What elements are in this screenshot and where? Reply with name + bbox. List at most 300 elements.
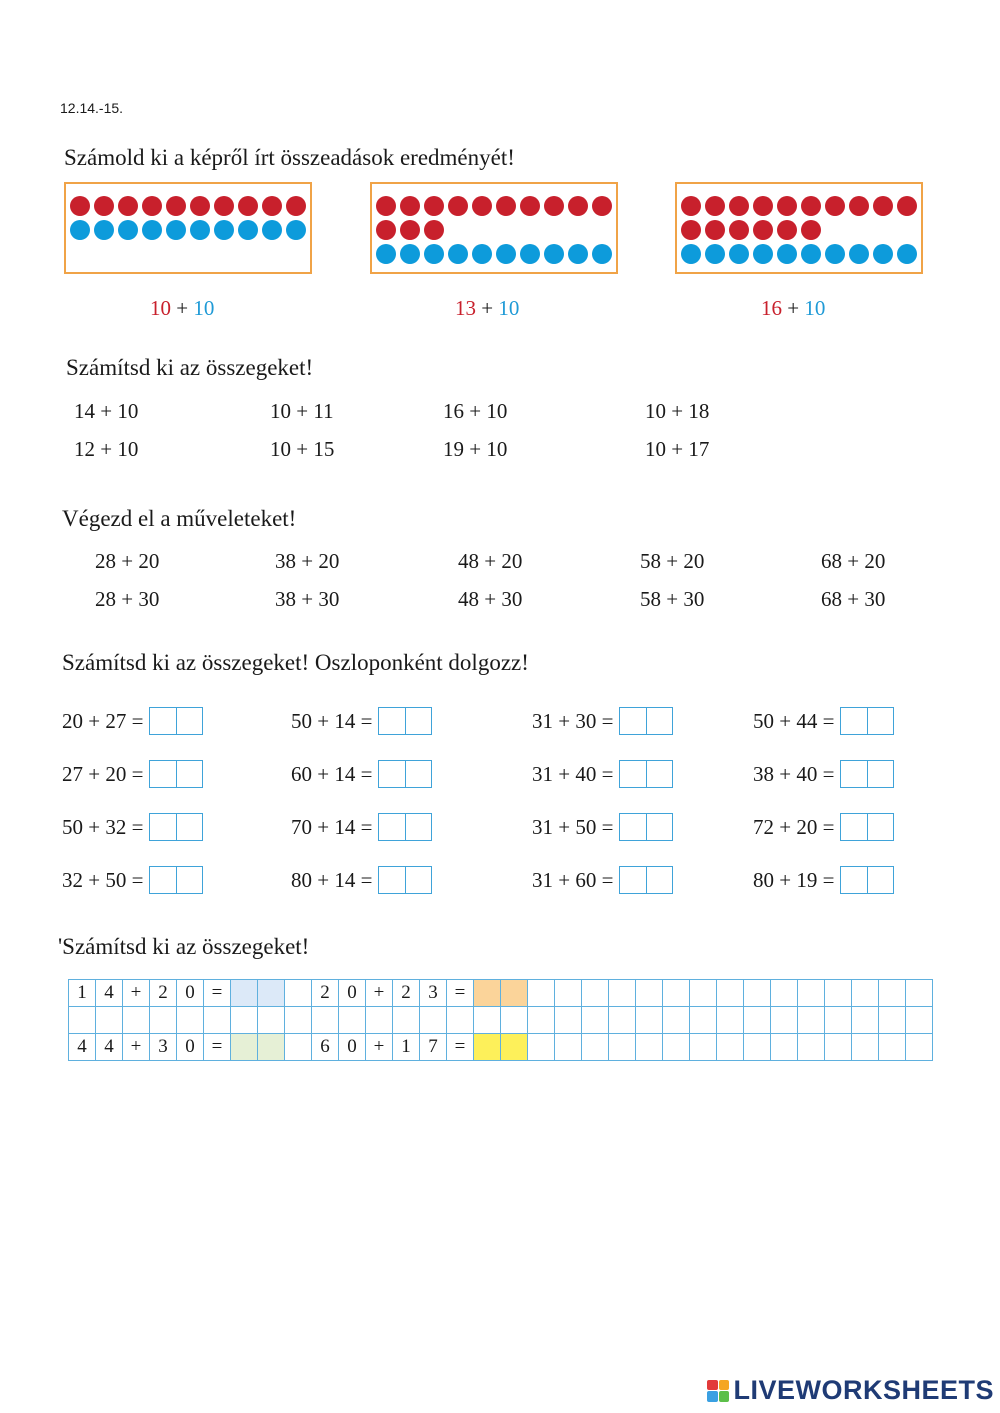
equation-item (291, 760, 432, 788)
grid-cell (258, 1007, 285, 1034)
section3-heading: Végezd el a műveleteket! (62, 506, 297, 531)
blue-dot (496, 244, 516, 264)
grid-row (69, 1034, 933, 1061)
red-dot-row (376, 196, 612, 216)
grid-row (69, 1007, 933, 1034)
blue-dot (873, 244, 893, 264)
red-dot (592, 196, 612, 216)
plus-sign: + (176, 296, 189, 320)
grid-cell (528, 1007, 555, 1034)
grid-cell: 7 (420, 1034, 447, 1061)
grid-cell (474, 1007, 501, 1034)
red-dot (376, 196, 396, 216)
blue-dot (448, 244, 468, 264)
grid-cell: 2 (150, 980, 177, 1007)
equation-text: 31 + 50 = (532, 814, 614, 839)
answer-tens-cell[interactable] (150, 708, 176, 734)
grid-cell (744, 1007, 771, 1034)
panel-3-second-addend: 10 (804, 296, 826, 320)
answer-tens-cell[interactable] (150, 814, 176, 840)
grid-cell: + (366, 1034, 393, 1061)
red-dot (238, 196, 258, 216)
blue-dot (825, 244, 845, 264)
equation-item (753, 813, 894, 841)
red-dot (753, 196, 773, 216)
grid-cell (906, 980, 933, 1007)
blue-dot (568, 244, 588, 264)
grid-cell: 2 (393, 980, 420, 1007)
answer-tens-cell[interactable] (620, 867, 646, 893)
answer-tens-cell[interactable] (379, 814, 405, 840)
answer-box[interactable] (840, 866, 894, 894)
blue-dot (214, 220, 234, 240)
blue-dot (424, 244, 444, 264)
blue-dot (729, 244, 749, 264)
panel-1-first-addend: 10 (150, 296, 171, 320)
panel-1-second-addend: 10 (193, 296, 215, 320)
grid-cell (717, 1007, 744, 1034)
answer-tens-cell[interactable] (841, 867, 867, 893)
equation-text: 38 + 40 = (753, 761, 835, 786)
equation-text: 31 + 60 = (532, 867, 614, 892)
equation-item (62, 866, 203, 894)
grid-cell (582, 980, 609, 1007)
equation-text: 80 + 14 = (291, 867, 373, 892)
answer-ones-cell[interactable] (867, 708, 893, 734)
grid-cell (852, 1034, 879, 1061)
answer-box[interactable] (378, 760, 432, 788)
panel-3-caption (761, 296, 825, 321)
answer-tens-cell[interactable] (150, 761, 176, 787)
red-dot (705, 220, 725, 240)
answer-ones-cell[interactable] (405, 761, 431, 787)
grid-answer-cell[interactable] (474, 1034, 501, 1061)
answer-ones-cell[interactable] (176, 761, 202, 787)
grid-cell: = (204, 980, 231, 1007)
grid-cell (717, 1034, 744, 1061)
equation-text: 20 + 27 = (62, 708, 144, 733)
equation-item (753, 760, 894, 788)
grid-cell (852, 980, 879, 1007)
answer-tens-cell[interactable] (841, 761, 867, 787)
grid-cell (231, 1007, 258, 1034)
sum-expression: 19 + 10 (443, 437, 508, 461)
section4-heading: Számítsd ki az összegeket! Oszloponként dolgozz! (62, 650, 529, 675)
equation-item (753, 866, 894, 894)
blue-dot (681, 244, 701, 264)
grid-cell: + (366, 980, 393, 1007)
grid-cell (555, 1034, 582, 1061)
equation-text: 31 + 40 = (532, 761, 614, 786)
red-dot (142, 196, 162, 216)
grid-cell (582, 1034, 609, 1061)
equation-item (532, 760, 673, 788)
grid-cell (285, 1034, 312, 1061)
blue-dot (849, 244, 869, 264)
equation-item (291, 707, 432, 735)
grid-cell (852, 1007, 879, 1034)
blue-dot-row (70, 220, 306, 240)
grid-cell (717, 980, 744, 1007)
red-dot-row (376, 220, 444, 240)
red-dot (681, 220, 701, 240)
answer-ones-cell[interactable] (176, 867, 202, 893)
answer-tens-cell[interactable] (620, 761, 646, 787)
grid-cell: = (204, 1034, 231, 1061)
grid-cell: = (447, 980, 474, 1007)
equation-text: 50 + 14 = (291, 708, 373, 733)
grid-cell (879, 1034, 906, 1061)
answer-tens-cell[interactable] (150, 867, 176, 893)
grid-row (69, 980, 933, 1007)
blue-dot-row (681, 244, 917, 264)
operation-expression: 38 + 20 (275, 549, 340, 573)
panel-1-caption (150, 296, 214, 321)
answer-box[interactable] (619, 866, 673, 894)
grid-cell (501, 1007, 528, 1034)
equation-item (753, 707, 894, 735)
red-dot (801, 220, 821, 240)
red-dot (544, 196, 564, 216)
answer-box[interactable] (840, 813, 894, 841)
grid-cell (420, 1007, 447, 1034)
answer-ones-cell[interactable] (867, 761, 893, 787)
answer-box[interactable] (149, 707, 203, 735)
grid-cell (798, 980, 825, 1007)
equation-text: 50 + 32 = (62, 814, 144, 839)
red-dot (568, 196, 588, 216)
grid-cell (609, 980, 636, 1007)
answer-box[interactable] (619, 760, 673, 788)
blue-dot (262, 220, 282, 240)
square-grid (68, 979, 933, 1061)
grid-cell (906, 1007, 933, 1034)
blue-dot (705, 244, 725, 264)
answer-ones-cell[interactable] (867, 867, 893, 893)
red-dot (777, 220, 797, 240)
grid-cell: 3 (420, 980, 447, 1007)
blue-dot (238, 220, 258, 240)
blue-dot (94, 220, 114, 240)
operation-expression: 58 + 30 (640, 587, 705, 611)
grid-cell (393, 1007, 420, 1034)
answer-ones-cell[interactable] (646, 867, 672, 893)
liveworksheets-logo (707, 1375, 994, 1406)
blue-dot (286, 220, 306, 240)
grid-cell (663, 1034, 690, 1061)
red-dot (424, 220, 444, 240)
answer-ones-cell[interactable] (405, 708, 431, 734)
blue-dot (118, 220, 138, 240)
answer-ones-cell[interactable] (867, 814, 893, 840)
grid-cell: 3 (150, 1034, 177, 1061)
red-dot (801, 196, 821, 216)
sum-expression: 14 + 10 (74, 399, 139, 423)
grid-cell (285, 980, 312, 1007)
red-dot (286, 196, 306, 216)
grid-cell (555, 980, 582, 1007)
grid-cell (825, 980, 852, 1007)
equation-item (62, 760, 203, 788)
blue-dot (376, 244, 396, 264)
grid-cell (123, 1007, 150, 1034)
grid-cell (636, 1007, 663, 1034)
sum-expression: 12 + 10 (74, 437, 139, 461)
grid-answer-cell[interactable] (258, 980, 285, 1007)
blue-dot (400, 244, 420, 264)
red-dot (472, 196, 492, 216)
answer-tens-cell[interactable] (841, 708, 867, 734)
grid-cell (150, 1007, 177, 1034)
blue-dot (897, 244, 917, 264)
grid-cell (582, 1007, 609, 1034)
blue-dot (753, 244, 773, 264)
red-dot (376, 220, 396, 240)
date-label: 12.14.-15. (60, 100, 124, 116)
grid-answer-cell[interactable] (231, 1034, 258, 1061)
answer-ones-cell[interactable] (646, 708, 672, 734)
grid-cell: 2 (312, 980, 339, 1007)
equation-item (62, 813, 203, 841)
blue-dot (142, 220, 162, 240)
red-dot (118, 196, 138, 216)
liveworksheets-logo-text: LIVEWORKSHEETS (733, 1375, 994, 1405)
grid-cell (663, 1007, 690, 1034)
red-dot (520, 196, 540, 216)
grid-cell (609, 1034, 636, 1061)
dot-panel-3 (675, 182, 923, 274)
red-dot (897, 196, 917, 216)
red-dot (777, 196, 797, 216)
answer-box[interactable] (149, 813, 203, 841)
equation-text: 27 + 20 = (62, 761, 144, 786)
blue-dot (544, 244, 564, 264)
equation-item (532, 866, 673, 894)
operation-expression: 68 + 20 (821, 549, 886, 573)
grid-cell: 4 (69, 1034, 96, 1061)
answer-box[interactable] (378, 866, 432, 894)
grid-cell: 1 (393, 1034, 420, 1061)
operation-expression: 28 + 30 (95, 587, 160, 611)
equation-item (291, 813, 432, 841)
grid-cell (366, 1007, 393, 1034)
plus-sign: + (787, 296, 800, 320)
equation-text: 31 + 30 = (532, 708, 614, 733)
grid-cell: 0 (339, 1034, 366, 1061)
blue-dot (70, 220, 90, 240)
operation-expression: 68 + 30 (821, 587, 886, 611)
answer-ones-cell[interactable] (405, 814, 431, 840)
section5-marker: ' (58, 934, 63, 959)
grid-cell (690, 1034, 717, 1061)
grid-cell (690, 1007, 717, 1034)
grid-cell (285, 1007, 312, 1034)
sum-expression: 10 + 15 (270, 437, 335, 461)
grid-answer-cell[interactable] (501, 1034, 528, 1061)
red-dot (448, 196, 468, 216)
grid-cell: 0 (177, 1034, 204, 1061)
operation-expression: 48 + 20 (458, 549, 523, 573)
red-dot (400, 220, 420, 240)
grid-cell (798, 1034, 825, 1061)
answer-tens-cell[interactable] (379, 867, 405, 893)
section1-heading: Számold ki a képről írt összeadások eredményét! (64, 145, 515, 170)
equation-item (532, 707, 673, 735)
grid-cell (771, 1007, 798, 1034)
answer-ones-cell[interactable] (646, 814, 672, 840)
grid-cell: 4 (96, 980, 123, 1007)
grid-cell (609, 1007, 636, 1034)
red-dot (214, 196, 234, 216)
grid-cell (825, 1007, 852, 1034)
answer-tens-cell[interactable] (620, 814, 646, 840)
red-dot (190, 196, 210, 216)
grid-answer-cell[interactable] (258, 1034, 285, 1061)
grid-cell (69, 1007, 96, 1034)
equation-text: 32 + 50 = (62, 867, 144, 892)
operation-expression: 58 + 20 (640, 549, 705, 573)
grid-cell (636, 980, 663, 1007)
grid-cell (771, 1034, 798, 1061)
grid-cell (690, 980, 717, 1007)
grid-cell (555, 1007, 582, 1034)
operation-expression: 28 + 20 (95, 549, 160, 573)
red-dot (825, 196, 845, 216)
section5-heading-text: Számítsd ki az összegeket! (62, 934, 310, 959)
grid-cell: = (447, 1034, 474, 1061)
answer-box[interactable] (378, 707, 432, 735)
liveworksheets-logo-icon (707, 1380, 729, 1402)
grid-cell (879, 980, 906, 1007)
blue-dot (166, 220, 186, 240)
blue-dot (592, 244, 612, 264)
answer-box[interactable] (840, 760, 894, 788)
grid-cell (744, 1034, 771, 1061)
blue-dot-row (376, 244, 612, 264)
red-dot (729, 196, 749, 216)
sum-expression: 16 + 10 (443, 399, 508, 423)
answer-tens-cell[interactable] (841, 814, 867, 840)
equation-item (62, 707, 203, 735)
red-dot (849, 196, 869, 216)
red-dot (729, 220, 749, 240)
grid-answer-cell[interactable] (501, 980, 528, 1007)
grid-cell (636, 1034, 663, 1061)
section2-heading: Számítsd ki az összegeket! (66, 355, 314, 380)
red-dot (262, 196, 282, 216)
grid-cell (798, 1007, 825, 1034)
answer-box[interactable] (378, 813, 432, 841)
grid-cell: 1 (69, 980, 96, 1007)
grid-cell (879, 1007, 906, 1034)
grid-cell (339, 1007, 366, 1034)
grid-cell (96, 1007, 123, 1034)
answer-tens-cell[interactable] (379, 708, 405, 734)
answer-box[interactable] (149, 866, 203, 894)
red-dot-row (70, 196, 306, 216)
grid-cell: 0 (339, 980, 366, 1007)
red-dot-row (681, 196, 917, 216)
grid-cell (744, 980, 771, 1007)
panel-2-second-addend: 10 (498, 296, 520, 320)
section5-heading (58, 934, 309, 960)
grid-cell: 0 (177, 980, 204, 1007)
blue-dot (801, 244, 821, 264)
operation-expression: 48 + 30 (458, 587, 523, 611)
answer-box[interactable] (149, 760, 203, 788)
red-dot (166, 196, 186, 216)
answer-ones-cell[interactable] (405, 867, 431, 893)
red-dot (496, 196, 516, 216)
equation-text: 60 + 14 = (291, 761, 373, 786)
panel-2-caption (455, 296, 519, 321)
red-dot (681, 196, 701, 216)
answer-box[interactable] (840, 707, 894, 735)
equation-item (291, 866, 432, 894)
red-dot (705, 196, 725, 216)
answer-tens-cell[interactable] (620, 708, 646, 734)
red-dot-row (681, 220, 821, 240)
equation-text: 70 + 14 = (291, 814, 373, 839)
grid-cell: + (123, 980, 150, 1007)
grid-cell (825, 1034, 852, 1061)
red-dot (70, 196, 90, 216)
dot-panel-2 (370, 182, 618, 274)
equation-text: 80 + 19 = (753, 867, 835, 892)
answer-box[interactable] (619, 813, 673, 841)
grid-cell (663, 980, 690, 1007)
red-dot (424, 196, 444, 216)
operation-expression: 38 + 30 (275, 587, 340, 611)
red-dot (873, 196, 893, 216)
equation-item (532, 813, 673, 841)
sum-expression: 10 + 17 (645, 437, 710, 461)
dot-panel-1 (64, 182, 312, 274)
blue-dot (190, 220, 210, 240)
grid-cell (447, 1007, 474, 1034)
grid-cell (204, 1007, 231, 1034)
grid-cell (312, 1007, 339, 1034)
grid-cell: 6 (312, 1034, 339, 1061)
blue-dot (777, 244, 797, 264)
answer-ones-cell[interactable] (176, 814, 202, 840)
red-dot (400, 196, 420, 216)
sum-expression: 10 + 11 (270, 399, 334, 423)
grid-cell: 4 (96, 1034, 123, 1061)
red-dot (753, 220, 773, 240)
grid-answer-cell[interactable] (474, 980, 501, 1007)
grid-cell: + (123, 1034, 150, 1061)
answer-box[interactable] (619, 707, 673, 735)
grid-cell (528, 980, 555, 1007)
red-dot (94, 196, 114, 216)
blue-dot (520, 244, 540, 264)
grid-cell (906, 1034, 933, 1061)
plus-sign: + (481, 296, 494, 320)
grid-cell (771, 980, 798, 1007)
panel-3-first-addend: 16 (761, 296, 782, 320)
answer-tens-cell[interactable] (379, 761, 405, 787)
grid-cell (528, 1034, 555, 1061)
panel-2-first-addend: 13 (455, 296, 476, 320)
answer-ones-cell[interactable] (646, 761, 672, 787)
answer-ones-cell[interactable] (176, 708, 202, 734)
equation-text: 50 + 44 = (753, 708, 835, 733)
blue-dot (472, 244, 492, 264)
sum-expression: 10 + 18 (645, 399, 710, 423)
grid-cell (177, 1007, 204, 1034)
grid-answer-cell[interactable] (231, 980, 258, 1007)
